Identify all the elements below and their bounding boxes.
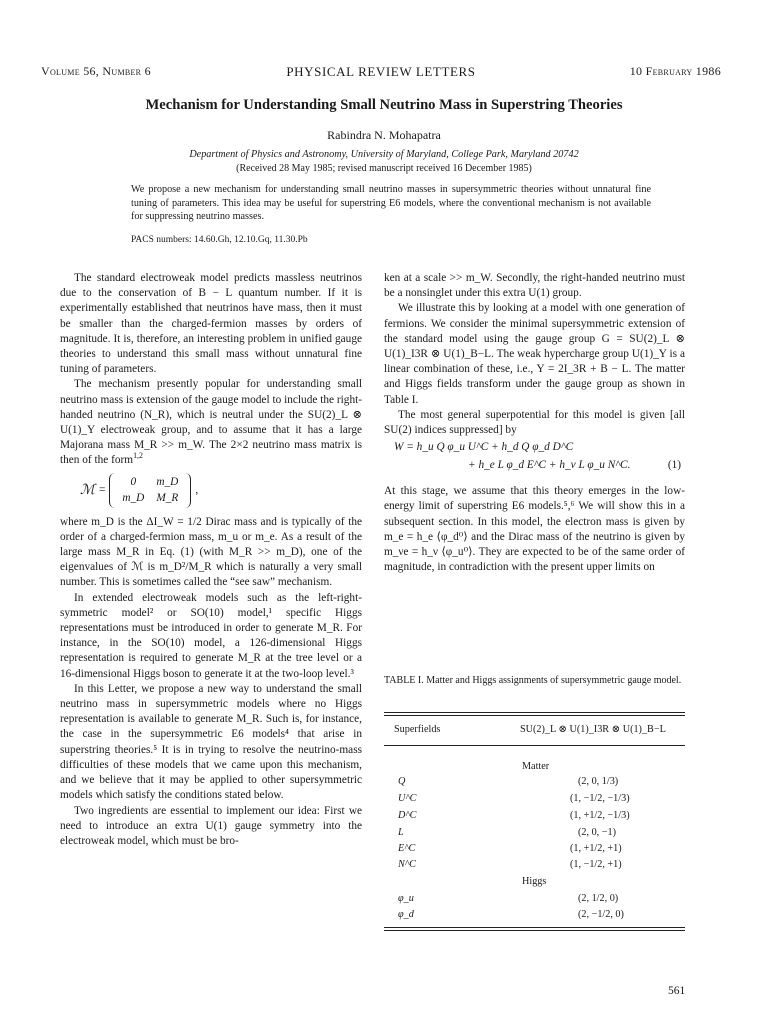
representation: (2, −1/2, 0) <box>578 909 624 920</box>
superfield: φ_u <box>398 893 414 904</box>
paragraph: In extended electroweak models such as the left-right-symmetric model² or SO(10) model,¹ specific Higgs representations must be introduced in order to generate M_R. For instance, in the SO(10) model, a 126-dimensional Higgs representation is required to generate M_R at the tree level or a 16-dimensional Higgs boson to generate it at the two-loop level.³ <box>60 591 362 680</box>
paragraph: We illustrate this by looking at a model with one generation of fermions. We consider the minimal supersymmetric extension of the standard model using the gauge group G = SU(2)_L ⊗ U(1)_I3R ⊗ U(1)_B−L. The weak hypercharge group U(1)_Y is a linear combination of these, i.e., Y = 2I_3R + B − L. The matter and Higgs fields transform under the gauge group as shown in Table I. <box>384 302 685 406</box>
mass-matrix <box>109 473 191 507</box>
received-dates: (Received 28 May 1985; revised manuscript received 16 December 1985) <box>236 163 532 174</box>
author-name: Rabindra N. Mohapatra <box>327 128 441 142</box>
paragraph: The most general superpotential for this model is given [all SU(2) indices suppressed] by <box>384 408 685 437</box>
paper-title: Mechanism for Understanding Small Neutrino Mass in Superstring Theories <box>145 97 623 113</box>
paragraph: ken at a scale >> m_W. Secondly, the right-handed neutrino must be a nonsinglet under this extra U(1) group. <box>384 272 685 300</box>
issue-date: 10 February 1986 <box>629 64 721 78</box>
paragraph: At this stage, we assume that this theory emerges in the low-energy limit of superstring E6 models.⁵,⁶ We will show this in a subsequent section. In this model, the electron mass is given by m_e = h_e ⟨φ_d⁰⟩ and the Dirac mass of the neutrino is given by m_νe = h_ν ⟨φ_u⁰⟩. They are expected to be of the same order of magnitude, in contradiction with the present upper limits on <box>384 485 685 574</box>
page-number: 561 <box>668 985 686 997</box>
table-header-group: SU(2)_L ⊗ U(1)_I3R ⊗ U(1)_B−L <box>520 724 666 735</box>
table-section-matter: Matter <box>522 761 550 772</box>
matrix-cell: 0 <box>130 476 137 489</box>
representation: (1, +1/2, +1) <box>570 843 622 854</box>
superfield: D^C <box>398 810 417 821</box>
table-header-superfields: Superfields <box>394 724 441 735</box>
matrix-cell: m_D <box>122 491 145 504</box>
table-caption: TABLE I. Matter and Higgs assignments of supersymmetric gauge model. <box>384 675 682 686</box>
representation: (2, 0, −1) <box>578 827 616 838</box>
author-affiliation: Department of Physics and Astronomy, University of Maryland, College Park, Maryland 20742 <box>189 149 579 160</box>
paragraph: The mechanism presently popular for understanding small neutrino mass is extension of the gauge model to include the right-handed neutrino (N_R), which is neutral under the SU(2)_L ⊗ U(1)_Y electroweak group, and to assume that it has a large Majorana mass M_R >> m_W. The 2×2 neutrino mass matrix is then of the form$^{1,2}$ <box>60 378 362 467</box>
superfield: L <box>398 827 404 838</box>
paragraph: Two ingredients are essential to implement our idea: First we need to introduce an extra U(1) gauge symmetry into the electroweak model, which must be bro- <box>60 804 362 847</box>
superfield: N^C <box>398 859 416 870</box>
paragraph: The standard electroweak model predicts massless neutrinos due to the conservation of B − L quantum number. If it is experimentally established that neutrinos have mass, then it must be smaller than the charged-fermion masses by orders of magnitude. It is, therefore, an interesting problem in unified gauge theories to understand this small mass without unnatural fine tuning of parameters. <box>60 272 362 376</box>
paragraph: In this Letter, we propose a new way to understand the small neutrino mass in supersymmetric models where no Higgs representation is available to generate M_R. Such is, for instance, the case in the supersymmetric E6 models⁴ that arise in superstring theories.⁵ It is in trying to resolve the neutrino-mass difficulties of these models that we came upon this mechanism, and we believe that it may be applied to other supersymmetric models which satisfy the conditions stated below. <box>60 682 362 802</box>
equation-line: W = h_u Q φ_u U^C + h_d Q φ_d D^C <box>394 441 574 454</box>
representation: (1, −1/2, +1) <box>570 859 622 870</box>
table-top-rule <box>384 715 685 716</box>
superfield: φ_d <box>398 909 414 920</box>
table-bottom-rule <box>384 930 685 931</box>
representation: (2, 1/2, 0) <box>578 893 619 904</box>
matrix-cell: M_R <box>156 491 179 504</box>
table-top-rule <box>384 712 685 713</box>
abstract: We propose a new mechanism for understanding small neutrino masses in supersymmetric theories without unnatural fine tuning of parameters. This idea may be useful for superstring E6 models, where the conventional mechanism is not available for suppressing neutrino masses. <box>131 184 651 223</box>
pacs-numbers: PACS numbers: 14.60.Gh, 12.10.Gq, 11.30.Pb <box>131 235 308 245</box>
superfield: Q <box>398 776 406 787</box>
superpotential-equation <box>384 440 685 482</box>
table-bottom-rule <box>384 927 685 928</box>
representation: (1, −1/2, −1/3) <box>570 793 630 804</box>
mass-matrix-equation: ℳ = 0 m_D m_D M_R , <box>80 471 362 511</box>
superfield: U^C <box>398 793 417 804</box>
superfield: E^C <box>398 843 416 854</box>
journal-volume: Volume 56, Number 6 <box>41 64 151 78</box>
matrix-symbol: ℳ <box>80 483 95 499</box>
table-section-higgs: Higgs <box>522 876 547 887</box>
right-column <box>384 271 685 575</box>
representation: (2, 0, 1/3) <box>578 776 619 787</box>
equation-line: + h_e L φ_d E^C + h_ν L φ_u N^C. <box>468 459 631 472</box>
representation: (1, +1/2, −1/3) <box>570 810 630 821</box>
table-header-rule <box>384 745 685 746</box>
journal-name: PHYSICAL REVIEW LETTERS <box>286 64 476 79</box>
matrix-cell: m_D <box>156 476 179 489</box>
citation: 1,2 <box>133 451 143 461</box>
left-column <box>60 271 362 849</box>
equation-number: (1) <box>667 459 681 472</box>
running-header <box>41 64 721 84</box>
paragraph: where m_D is the ΔI_W = 1/2 Dirac mass and is typically of the order of a charged-fermion mass, m_u or m_e. As a result of the large mass M_R in Eq. (1) (with M_R >> m_D), one of the eigenvalues of ℳ is m_D²/M_R which is naturally a very small number. This is sometimes called the “see saw” mechanism. <box>60 515 362 589</box>
